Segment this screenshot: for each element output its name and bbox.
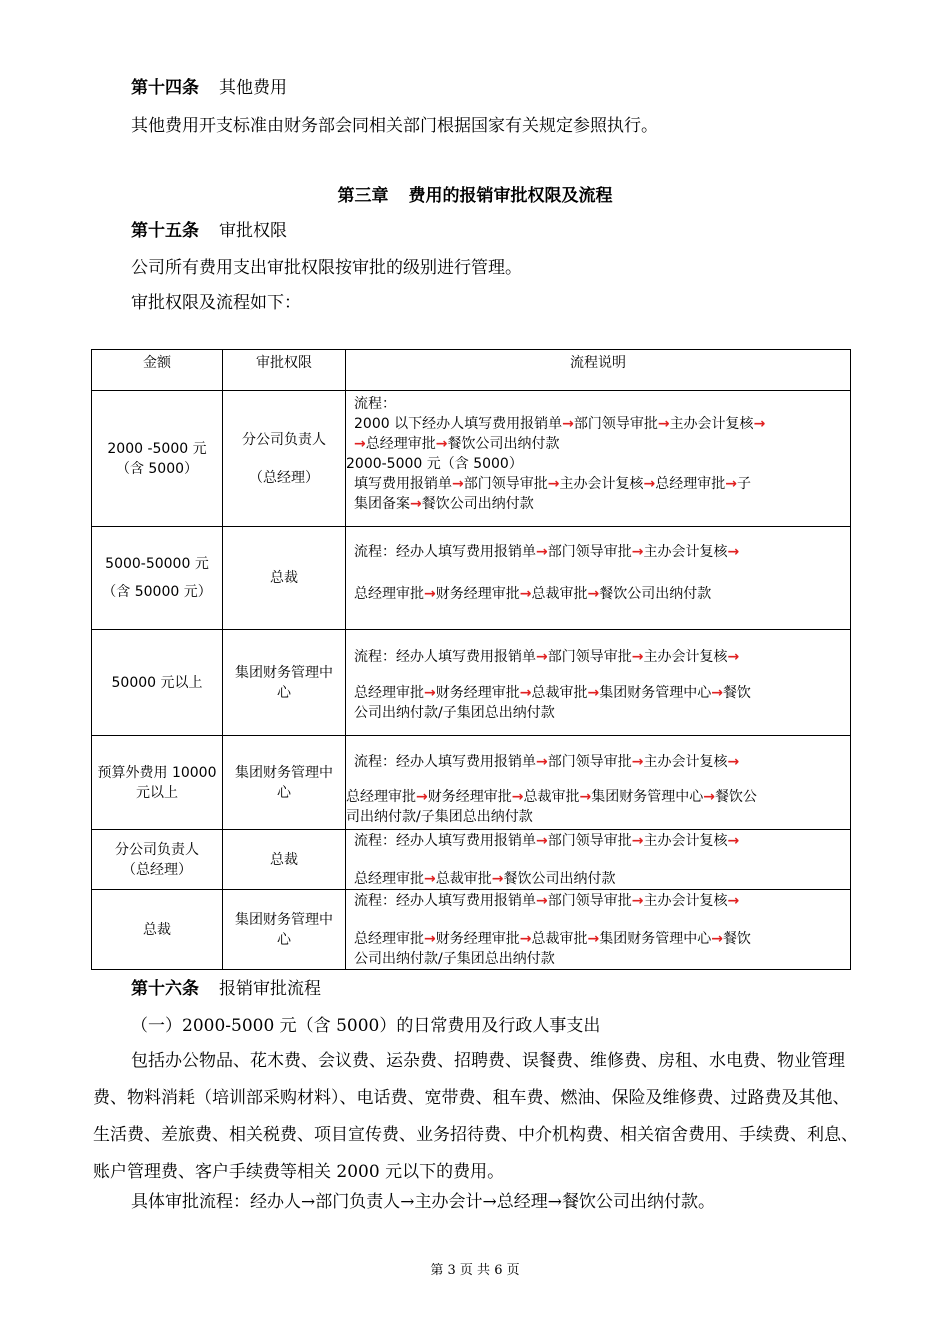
flow-cell: 流程：经办人填写费用报销单→部门领导审批→主办会计复核→ 总经理审批→财务经理审批→总裁审批→集团财务管理中心→餐饮 公司出纳付款/子集团总出纳付款 <box>346 630 851 736</box>
table-row <box>92 830 851 890</box>
flow-step: 2000 以下经办人填写费用报销单 <box>354 416 563 432</box>
flow-step: 部门领导审批 <box>547 754 632 770</box>
arrow-icon: → <box>657 416 670 432</box>
arrow-icon: → <box>519 685 532 701</box>
chapter-label: 第三章 <box>337 186 389 206</box>
flow-line <box>354 891 850 911</box>
flow-step: 财务经理审批 <box>427 789 512 805</box>
authority-cell: 集团财务管理中 心 <box>223 736 346 830</box>
article-label: 第十六条 <box>131 979 199 999</box>
flow-step: 部门领导审批 <box>547 649 632 665</box>
flow-step: 部门领导审批 <box>547 833 632 849</box>
arrow-icon: → <box>424 685 436 701</box>
flow-cell: 流程：经办人填写费用报销单→部门领导审批→主办会计复核→ 总经理审批→财务经理审批→总裁审批→集团财务管理中心→餐饮公 司出纳付款/子集团总出纳付款 <box>346 736 851 830</box>
flow-cell: 流程：经办人填写费用报销单→部门领导审批→主办会计复核→ 总经理审批→财务经理审批→总裁审批→集团财务管理中心→餐饮 公司出纳付款/子集团总出纳付款 <box>346 890 851 970</box>
flow-line <box>354 474 850 494</box>
arrow-icon: → <box>416 789 428 805</box>
arrow-icon: → <box>727 754 740 770</box>
amount-cell: 50000 元以上 <box>92 630 223 736</box>
flow-step: 财务经理审批 <box>435 931 520 947</box>
article-15-text-1: 公司所有费用支出审批权限按审批的级别进行管理。 <box>131 258 522 278</box>
flow-step: 总经理审批 <box>354 871 424 887</box>
article-label: 第十五条 <box>131 221 199 241</box>
authority-cell: 集团财务管理中 心 <box>223 630 346 736</box>
arrow-icon: → <box>753 416 766 432</box>
arrow-icon: → <box>491 871 504 887</box>
flow-step: 总经理审批 <box>346 789 416 805</box>
chapter-heading <box>0 184 950 208</box>
flow-line <box>354 584 850 604</box>
arrow-icon: → <box>727 893 740 909</box>
flow-step: 总经理审批 <box>365 436 436 452</box>
flow-step: 餐饮公司出纳付款 <box>599 586 712 602</box>
article-title: 审批权限 <box>219 221 287 241</box>
flow-step: 总裁审批 <box>531 931 588 947</box>
arrow-icon: → <box>536 893 548 909</box>
amount-cell: 分公司负责人 （总经理） <box>92 830 223 890</box>
arrow-icon: → <box>587 931 600 947</box>
article-title: 报销审批流程 <box>219 979 321 999</box>
arrow-icon: → <box>631 649 644 665</box>
flow-step: 集团财务管理中心 <box>599 685 712 701</box>
arrow-icon: → <box>424 931 436 947</box>
flow-step: 餐饮公司出纳付款 <box>421 496 534 512</box>
arrow-icon: → <box>587 586 600 602</box>
article-label: 第十四条 <box>131 78 199 98</box>
flow-step: 主办会计复核 <box>643 893 728 909</box>
flow-step: 餐饮 <box>722 931 751 947</box>
amount-cell: 5000-50000 元 （含 50000 元） <box>92 527 223 630</box>
arrow-icon: → <box>703 789 715 805</box>
article-16-subheading: （一）2000-5000 元（含 5000）的日常费用及行政人事支出 <box>131 1016 601 1036</box>
arrow-icon: → <box>536 544 548 560</box>
arrow-icon: → <box>511 789 524 805</box>
flow-step: 流程：经办人填写费用报销单 <box>354 544 536 560</box>
authority-cell: 集团财务管理中 心 <box>223 890 346 970</box>
arrow-icon: → <box>519 586 532 602</box>
article-14-text: 其他费用开支标准由财务部会同相关部门根据国家有关规定参照执行。 <box>131 116 658 136</box>
page-footer: 第 3 页 共 6 页 <box>430 1263 520 1278</box>
flow-step: 子 <box>736 476 751 492</box>
flow-step: 餐饮 <box>722 685 751 701</box>
flow-step: 集团备案 <box>354 496 410 512</box>
arrow-icon: → <box>547 476 560 492</box>
flow-step: 总经理审批 <box>655 476 726 492</box>
flow-step: 部门领导审批 <box>573 416 658 432</box>
flow-step: 餐饮公司出纳付款 <box>503 871 616 887</box>
header-amount: 金额 <box>92 350 223 391</box>
flow-line <box>354 831 850 851</box>
flow-step: 部门领导审批 <box>463 476 548 492</box>
amount-cell: 预算外费用 10000 元以上 <box>92 736 223 830</box>
flow-cell: 流程： 2000 以下经办人填写费用报销单→部门领导审批→主办会计复核→ →总经理审批→餐饮公司出纳付款 2000-5000 元（含 5000） 填写费用报销单→部门领导审批→主办会计复核→总经理审批→子 集团备案→餐饮公司出纳付款 <box>346 391 851 527</box>
flow-step: 主办会计复核 <box>643 544 728 560</box>
authority-cell: 分公司负责人 （总经理） <box>223 391 346 527</box>
flow-line <box>354 683 850 703</box>
flow-line <box>346 787 850 807</box>
arrow-icon: → <box>536 754 548 770</box>
table-header-row <box>92 350 851 391</box>
arrow-icon: → <box>711 685 723 701</box>
flow-cell <box>346 830 851 890</box>
arrow-icon: → <box>410 496 422 512</box>
arrow-icon: → <box>727 649 740 665</box>
arrow-icon: → <box>536 833 548 849</box>
flow-line <box>354 494 850 514</box>
flow-line <box>354 752 850 772</box>
article-title: 其他费用 <box>219 78 287 98</box>
flow-step: 流程：经办人填写费用报销单 <box>354 893 536 909</box>
table-row <box>92 391 851 527</box>
arrow-icon: → <box>354 436 366 452</box>
amount-cell: 2000 -5000 元 （含 5000） <box>92 391 223 527</box>
authority-cell: 总裁 <box>223 830 346 890</box>
flow-line <box>354 647 850 667</box>
flow-step: 财务经理审批 <box>435 685 520 701</box>
flow-step: 总裁审批 <box>435 871 492 887</box>
article-14-heading <box>131 76 287 100</box>
flow-line <box>354 929 850 949</box>
table-row <box>92 736 851 830</box>
arrow-icon: → <box>579 789 592 805</box>
flow-step: 总裁审批 <box>531 685 588 701</box>
authority-cell: 总裁 <box>223 527 346 630</box>
flow-line <box>354 542 850 562</box>
approval-table <box>91 349 851 970</box>
flow-step: 集团财务管理中心 <box>591 789 704 805</box>
arrow-icon: → <box>727 544 740 560</box>
table-row <box>92 527 851 630</box>
flow-step: 主办会计复核 <box>643 754 728 770</box>
flow-step: 部门领导审批 <box>547 544 632 560</box>
arrow-icon: → <box>452 476 464 492</box>
flow-cell <box>346 527 851 630</box>
flow-step: 流程：经办人填写费用报销单 <box>354 833 536 849</box>
arrow-icon: → <box>631 893 644 909</box>
article-16-heading <box>131 977 321 1001</box>
arrow-icon: → <box>727 833 740 849</box>
header-authority: 审批权限 <box>223 350 346 391</box>
flow-line <box>354 869 850 889</box>
arrow-icon: → <box>631 544 644 560</box>
flow-step: 主办会计复核 <box>643 833 728 849</box>
arrow-icon: → <box>536 649 548 665</box>
flow-step: 主办会计复核 <box>559 476 644 492</box>
flow-step: 填写费用报销单 <box>354 476 452 492</box>
article-16-paragraph: 包括办公物品、花木费、会议费、运杂费、招聘费、误餐费、维修费、房租、水电费、物业管理费、物料消耗（培训部采购材料）、电话费、宽带费、租车费、燃油、保险及维修费、过路费及其他、生活费、差旅费、相关税费、项目宣传费、业务招待费、中介机构费、相关宿舍费用、手续费、利息、账户管理费、客户手续费等相关 2000 元以下的费用。 <box>93 1051 858 1182</box>
flow-step: 主办会计复核 <box>643 649 728 665</box>
flow-step: 总经理审批 <box>354 586 424 602</box>
flow-step: 集团财务管理中心 <box>599 931 712 947</box>
header-flow: 流程说明 <box>346 350 851 391</box>
arrow-icon: → <box>519 931 532 947</box>
table-row <box>92 630 851 736</box>
flow-step: 餐饮公 <box>714 789 757 805</box>
flow-line <box>354 414 850 434</box>
flow-step: 流程：经办人填写费用报销单 <box>354 649 536 665</box>
flow-step: 总裁审批 <box>523 789 580 805</box>
arrow-icon: → <box>631 754 644 770</box>
arrow-icon: → <box>725 476 737 492</box>
flow-step: 总裁审批 <box>531 586 588 602</box>
arrow-icon: → <box>424 586 436 602</box>
arrow-icon: → <box>631 833 644 849</box>
article-16-flow: 具体审批流程：经办人→部门负责人→主办会计→总经理→餐饮公司出纳付款。 <box>131 1192 715 1212</box>
table-row <box>92 890 851 970</box>
flow-step: 餐饮公司出纳付款 <box>447 436 560 452</box>
arrow-icon: → <box>587 685 600 701</box>
article-15-text-2: 审批权限及流程如下： <box>131 293 301 313</box>
article-15-heading <box>131 219 287 243</box>
flow-step: 总经理审批 <box>354 685 424 701</box>
flow-step: 总经理审批 <box>354 931 424 947</box>
flow-step: 流程：经办人填写费用报销单 <box>354 754 536 770</box>
flow-step: 主办会计复核 <box>669 416 754 432</box>
arrow-icon: → <box>562 416 574 432</box>
arrow-icon: → <box>435 436 448 452</box>
arrow-icon: → <box>643 476 656 492</box>
flow-step: 部门领导审批 <box>547 893 632 909</box>
amount-cell: 总裁 <box>92 890 223 970</box>
arrow-icon: → <box>424 871 436 887</box>
flow-line <box>354 434 850 454</box>
chapter-title: 费用的报销审批权限及流程 <box>408 186 613 206</box>
flow-step: 财务经理审批 <box>435 586 520 602</box>
arrow-icon: → <box>711 931 723 947</box>
